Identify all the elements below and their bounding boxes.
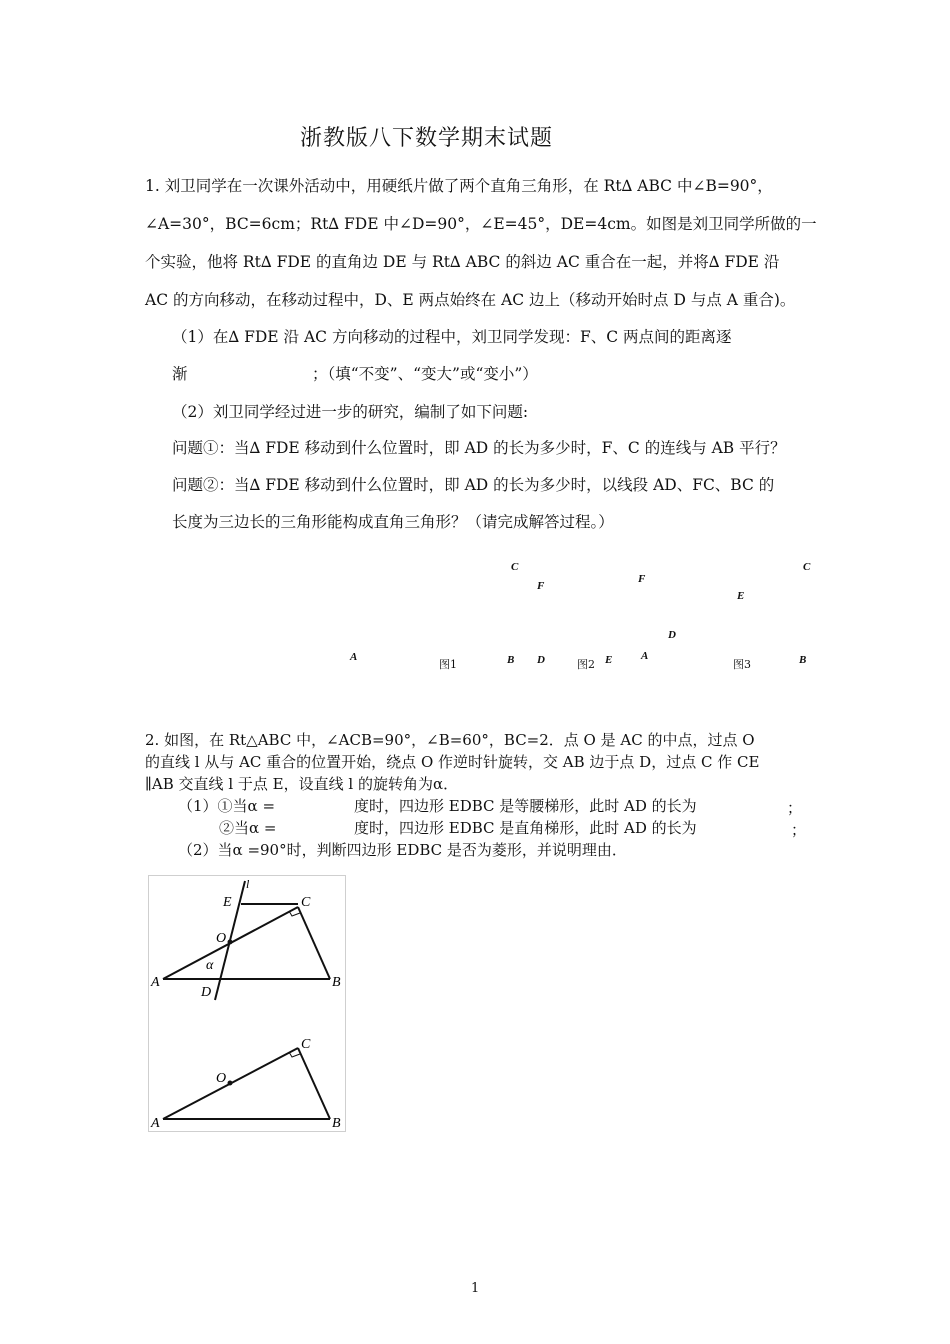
q2-line-2: 的直线 l 从与 AC 重合的位置开始，绕点 O 作逆时针旋转，交 AB 边于点 D，过点 C 作 CE <box>145 753 760 771</box>
q2-sub1a-end: ； <box>787 799 803 817</box>
q1-line-4: AC 的方向移动，在移动过程中，D、E 两点始终在 AC 边上（移动开始时点 D 与点 A 重合)。 <box>145 291 796 309</box>
q2-sub1a-prefix: （1）①当α = <box>178 797 276 815</box>
q1-part2-intro: （2）刘卫同学经过进一步的研究，编制了如下问题: <box>172 403 529 421</box>
fig-point-a1: A <box>350 651 358 663</box>
top-point-B: B <box>332 975 341 990</box>
top-angle-alpha: α <box>206 958 214 973</box>
top-point-C: C <box>301 895 311 910</box>
q1-line-2: ∠A=30°，BC=6cm；Rt∆ FDE 中∠D=90°，∠E=45°，DE=4cm。如图是刘卫同学所做的一 <box>145 215 817 233</box>
figure-label-3: 图3 <box>733 658 751 671</box>
fig-point-a2: A <box>641 650 649 662</box>
bottom-point-B: B <box>332 1116 341 1131</box>
top-point-O: O <box>216 931 227 946</box>
top-point-E: E <box>223 895 232 910</box>
fig-point-e2: E <box>605 654 613 666</box>
bottom-point-O: O <box>216 1071 227 1086</box>
page-title: 浙教版八下数学期末试题 <box>300 126 554 151</box>
q1-line-3: 个实验，他将 Rt∆ FDE 的直角边 DE 与 Rt∆ ABC 的斜边 AC 重合在一起，并将∆ FDE 沿 <box>145 253 780 271</box>
fig-point-d1: D <box>537 654 545 666</box>
q2-sub1b-end: ； <box>791 821 807 839</box>
top-point-A: A <box>151 975 160 990</box>
fig-point-f2: F <box>638 573 646 585</box>
bottom-point-C: C <box>301 1037 311 1052</box>
fig-point-c1: C <box>511 561 519 573</box>
fig-point-e3: E <box>737 590 745 602</box>
q2-line-3: ∥AB 交直线 l 于点 E，设直线 l 的旋转角为α． <box>145 775 459 793</box>
figure-label-1: 图1 <box>439 658 457 671</box>
q2-sub2: （2）当α =90°时，判断四边形 EDBC 是否为菱形，并说明理由． <box>178 841 627 859</box>
q2-figure <box>148 875 346 1132</box>
fig-point-c3: C <box>803 561 811 573</box>
q2-line-1: 2. 如图，在 Rt△ABC 中，∠ACB=90°，∠B=60°，BC=2．点 O 是 AC 的中点，过点 O <box>145 731 755 749</box>
q2-sub1a-middle: 度时，四边形 EDBC 是等腰梯形，此时 AD 的长为 <box>354 797 697 815</box>
q1-part1-line2-b: ；（填“不变”、“变大”或“变小”） <box>312 365 538 383</box>
q1-problem-2-line2: 长度为三边长的三角形能构成直角三角形？（请完成解答过程。） <box>172 513 614 531</box>
q1-problem-2-line1: 问题②：当∆ FDE 移动到什么位置时，即 AD 的长为多少时，以线段 AD、FC、BC 的 <box>172 476 775 494</box>
fig-point-b3: B <box>799 654 807 666</box>
top-line-l: l <box>246 877 250 891</box>
q2-figure-drawing <box>149 876 345 1131</box>
q1-line-1: 1. 刘卫同学在一次课外活动中，用硬纸片做了两个直角三角形，在 Rt∆ ABC 中∠B=90°， <box>145 177 773 195</box>
fig-point-f1: F <box>537 580 545 592</box>
q1-part1-line1: （1）在∆ FDE 沿 AC 方向移动的过程中，刘卫同学发现：F、C 两点间的距离逐 <box>172 328 732 346</box>
q1-problem-1: 问题①：当∆ FDE 移动到什么位置时，即 AD 的长为多少时，F、C 的连线与 AB 平行？ <box>172 439 786 457</box>
q1-part1-line2-a: 渐 <box>172 365 188 383</box>
top-point-D: D <box>201 985 212 1000</box>
fig-point-d2: D <box>668 629 676 641</box>
q2-sub1b-middle: 度时，四边形 EDBC 是直角梯形，此时 AD 的长为 <box>354 819 697 837</box>
figure-label-2: 图2 <box>577 658 595 671</box>
fig-point-b1: B <box>507 654 515 666</box>
page-number: 1 <box>471 1281 480 1296</box>
bottom-point-A: A <box>151 1116 160 1131</box>
q2-sub1b-prefix: ②当α = <box>219 819 277 837</box>
